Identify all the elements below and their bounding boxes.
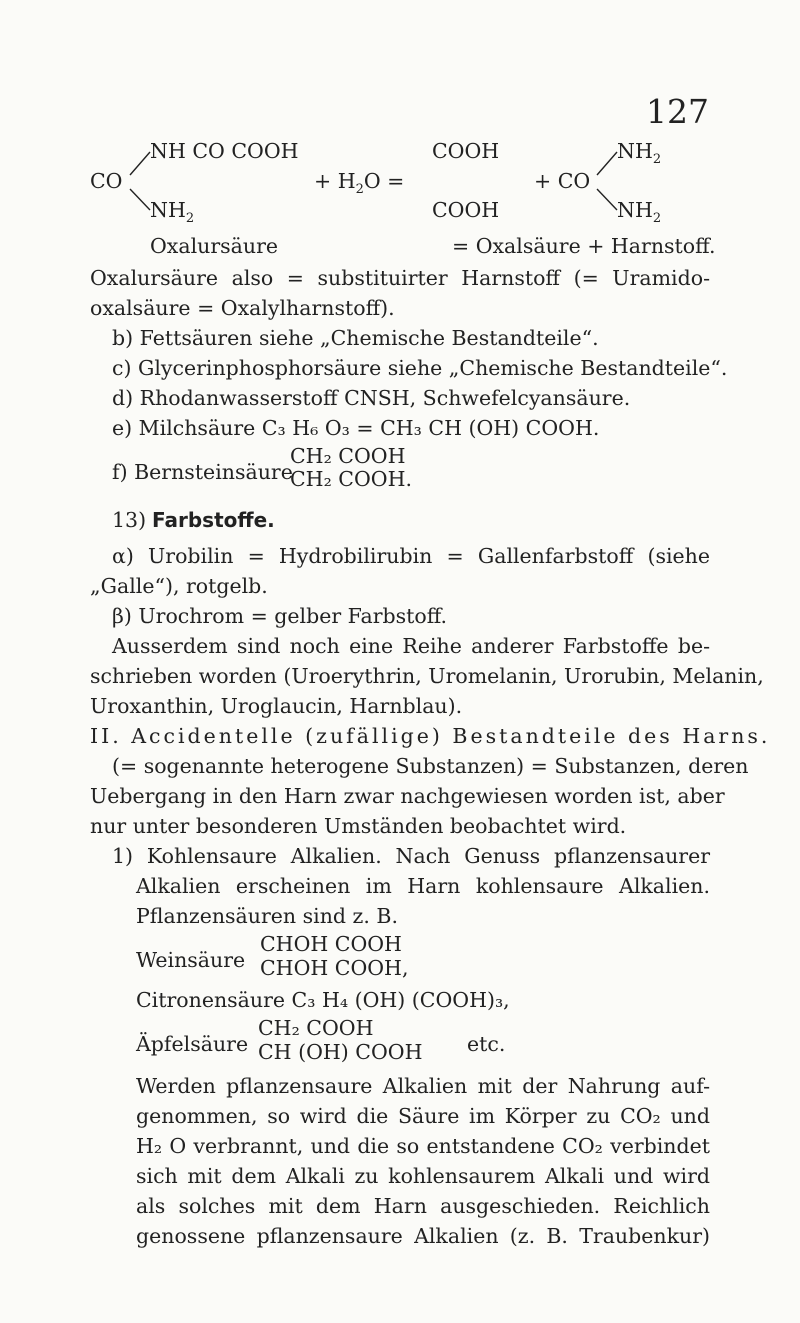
formula-line: CH₂ COOH [258,1016,374,1040]
formula-co-left: CO [90,169,123,193]
text-line: „Galle“), rotgelb. [90,574,268,598]
formula-cooh-bottom: COOH [432,198,500,222]
formula-line: CHOH COOH [260,932,402,956]
text-line: β) Urochrom = gelber Farbstoff. [112,604,448,628]
text-line: 1) Kohlensaure Alkalien. Nach Genuss pflanzensaurer [112,844,710,868]
text-line: Alkalien erscheinen im Harn kohlensaure Alkalien. [136,874,710,898]
text-line: (= sogenannte heterogene Substanzen) = Substanzen, deren [112,754,749,778]
text-line: Weinsäure [136,948,246,972]
formula-nh2-right-top: $NH_2$ [617,139,662,168]
text-line: d) Rhodanwasserstoff CNSH, Schwefelcyansäure. [112,386,631,410]
subheading-line: II. Accidentelle (zufällige) Bestandteile des Harns. [90,724,771,748]
page-number: 127 [646,92,709,131]
text-line: oxalsäure = Oxalylharnstoff). [90,296,395,320]
text-line: Ausserdem sind noch eine Reihe anderer Farbstoffe be- [112,634,710,658]
formula-line: CH₂ COOH. [290,467,412,491]
formula-caption-right: = Oxalsäure + Harnstoff. [452,234,716,258]
formula-caption-left: Oxalursäure [150,234,279,258]
formula-plus-co: + CO [534,169,591,193]
text-line: Citronensäure C₃ H₄ (OH) (COOH)₃, [136,988,510,1012]
formula-plus-h2o: + $H_2O$ = [314,169,405,198]
text-line: e) Milchsäure C₃ H₆ O₃ = CH₃ CH (OH) COOH. [112,416,600,440]
text-line: sich mit dem Alkali zu kohlensaurem Alkali und wird [136,1164,710,1188]
section-number: 13) [112,508,147,532]
bond-line-right-up [597,152,617,175]
text-line: genossene pflanzensaure Alkalien (z. B. Traubenkur) [136,1224,710,1248]
formula-line: CHOH COOH, [260,956,409,980]
formula-nh2-right-bottom: $NH_2$ [617,198,662,227]
text-line: Werden pflanzensaure Alkalien mit der Nahrung auf- [136,1074,710,1098]
formula-cooh-top: COOH [432,139,500,163]
text-line: nur unter besonderen Umständen beobachtet wird. [90,814,627,838]
formula-nh2-left: $NH_2$ [150,198,195,227]
text-line: α) Urobilin = Hydrobilirubin = Gallenfarbstoff (siehe [112,544,710,568]
section-heading: Farbstoffe. [152,508,275,532]
text-line: Uebergang in den Harn zwar nachgewiesen worden ist, aber [90,784,725,808]
formula-line: CH₂ COOH [290,444,406,468]
text-line: Uroxanthin, Uroglaucin, Harnblau). [90,694,463,718]
text-line: H₂ O verbrannt, und die so entstandene CO₂ verbindet [136,1134,710,1158]
text-line: genommen, so wird die Säure im Körper zu CO₂ und [136,1104,710,1128]
bond-line-right-down [597,189,617,210]
text-line: etc. [467,1032,506,1056]
formula-line: CH (OH) COOH [258,1040,423,1064]
text-line: als solches mit dem Harn ausgeschieden. Reichlich [136,1194,710,1218]
text-line: Äpfelsäure [136,1032,249,1056]
text-line: f) Bernsteinsäure [112,460,293,484]
text-line: Oxalursäure also = substituirter Harnstoff (= Uramido- [90,266,710,290]
text-line: c) Glycerinphosphorsäure siehe „Chemische Bestandteile“. [112,356,728,380]
bond-line-left-down [130,189,150,210]
bond-line-left-up [130,152,150,175]
text-line: b) Fettsäuren siehe „Chemische Bestandteile“. [112,326,599,350]
text-line: Pflanzensäuren sind z. B. [136,904,398,928]
formula-nh-co-cooh: NH CO COOH [150,139,299,163]
text-line: schrieben worden (Uroerythrin, Uromelanin, Urorubin, Melanin, [90,664,764,688]
